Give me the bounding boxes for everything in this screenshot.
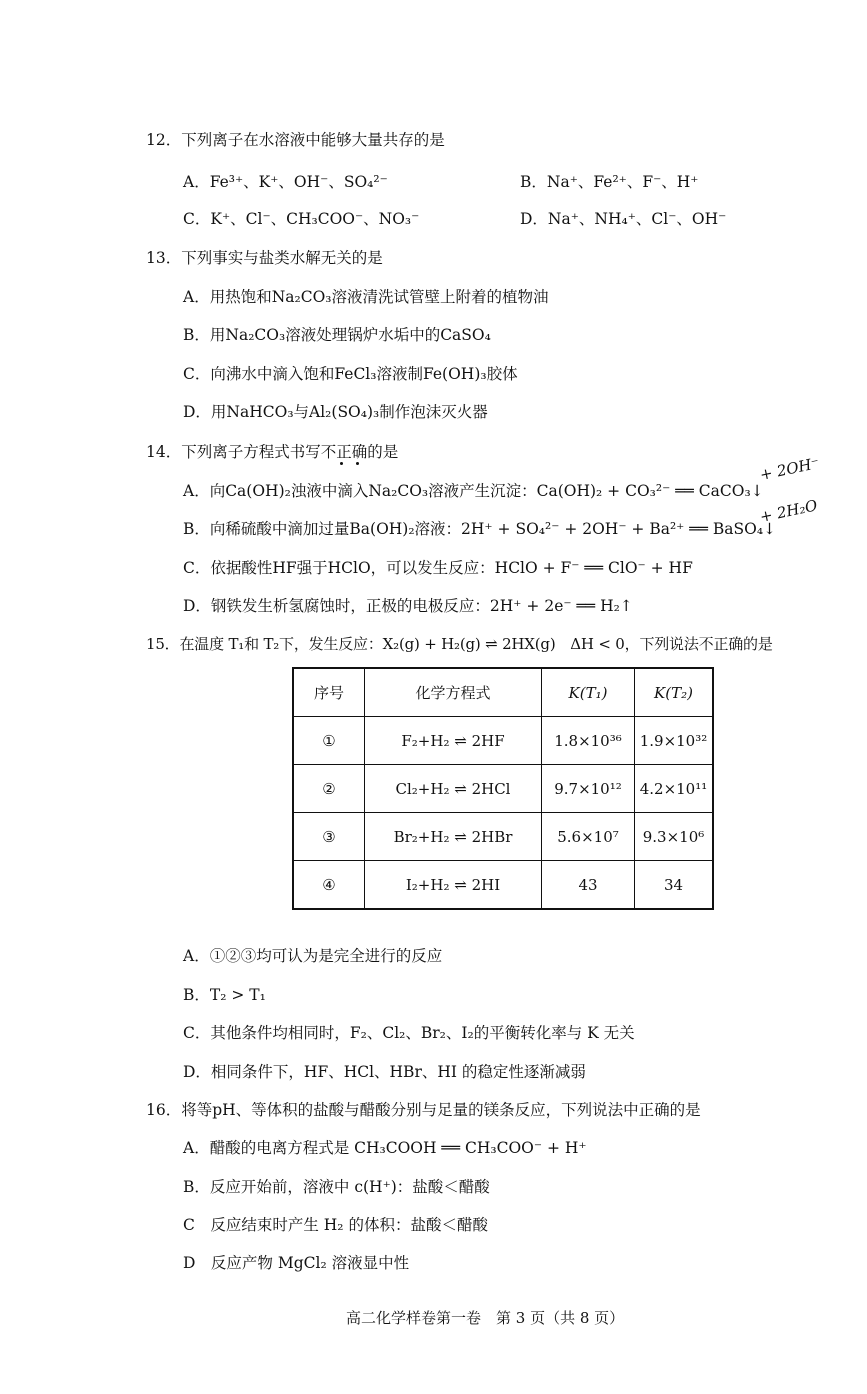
- table-cell: 1.8×10³⁶: [542, 717, 635, 765]
- equilibrium-constant-table: [292, 667, 714, 910]
- handwritten-note-b: + 2H₂O: [758, 496, 820, 526]
- question-12-option-a: A．Fe³⁺、K⁺、OH⁻、SO₄²⁻: [183, 173, 388, 191]
- question-15-stem: 15．在温度 T₁和 T₂下，发生反应：X₂(g) + H₂(g) ⇌ 2HX(g) ΔH < 0，下列说法不正确的是: [146, 635, 773, 653]
- question-15-option-c: C．其他条件均相同时，F₂、Cl₂、Br₂、I₂的平衡转化率与 K 无关: [183, 1024, 635, 1042]
- question-13-option-c: C．向沸水中滴入饱和FeCl₃溶液制Fe(OH)₃胶体: [183, 365, 518, 383]
- table-cell: Br₂+H₂ ⇌ 2HBr: [365, 813, 542, 861]
- question-16-option-b: B．反应开始前，溶液中 c(H⁺)：盐酸＜醋酸: [183, 1178, 490, 1196]
- table-header: 化学方程式: [365, 668, 542, 717]
- table-header-row: [293, 668, 713, 717]
- table-row: [293, 813, 713, 861]
- table-cell: 43: [542, 861, 635, 910]
- question-16-stem: 16．将等pH、等体积的盐酸与醋酸分别与足量的镁条反应，下列说法中正确的是: [146, 1101, 701, 1119]
- table-row: [293, 717, 713, 765]
- table-header: 序号: [293, 668, 365, 717]
- question-15-option-b: B．T₂ > T₁: [183, 986, 266, 1004]
- question-16-option-d: D 反应产物 MgCl₂ 溶液显中性: [183, 1254, 410, 1272]
- table-cell: F₂+H₂ ⇌ 2HF: [365, 717, 542, 765]
- question-12-option-b: B．Na⁺、Fe²⁺、F⁻、H⁺: [520, 173, 699, 191]
- table-cell: 34: [635, 861, 714, 910]
- table-cell: ①: [293, 717, 365, 765]
- table-cell: I₂+H₂ ⇌ 2HI: [365, 861, 542, 910]
- table-cell: 1.9×10³²: [635, 717, 714, 765]
- handwritten-note-a: + 2OH⁻: [758, 453, 821, 484]
- question-14-option-a: A．向Ca(OH)₂浊液中滴入Na₂CO₃溶液产生沉淀：Ca(OH)₂ + CO₃²⁻ ══ CaCO₃↓: [183, 482, 764, 500]
- table-cell: 5.6×10⁷: [542, 813, 635, 861]
- table-cell: ③: [293, 813, 365, 861]
- table-cell: Cl₂+H₂ ⇌ 2HCl: [365, 765, 542, 813]
- table-cell: 9.3×10⁶: [635, 813, 714, 861]
- question-14-option-d: D．钢铁发生析氢腐蚀时，正极的电极反应：2H⁺ + 2e⁻ ══ H₂↑: [183, 597, 633, 615]
- table-row: [293, 861, 713, 910]
- question-16-option-a: A．醋酸的电离方程式是 CH₃COOH ══ CH₃COO⁻ + H⁺: [183, 1139, 587, 1157]
- question-14-option-c: C．依据酸性HF强于HClO，可以发生反应：HClO + F⁻ ══ ClO⁻ + HF: [183, 559, 693, 577]
- table-row: [293, 765, 713, 813]
- question-12-stem: 12．下列离子在水溶液中能够大量共存的是: [146, 131, 445, 149]
- question-12-option-c: C．K⁺、Cl⁻、CH₃COO⁻、NO₃⁻: [183, 210, 420, 228]
- emphasis-dot: [340, 462, 343, 465]
- table-cell: 4.2×10¹¹: [635, 765, 714, 813]
- question-13-stem: 13．下列事实与盐类水解无关的是: [146, 249, 383, 267]
- page-footer: 高二化学样卷第一卷 第 3 页（共 8 页）: [346, 1309, 625, 1327]
- table-cell: 9.7×10¹²: [542, 765, 635, 813]
- question-16-option-c: C 反应结束时产生 H₂ 的体积：盐酸＜醋酸: [183, 1216, 488, 1234]
- question-15-option-d: D．相同条件下，HF、HCl、HBr、HI 的稳定性逐渐减弱: [183, 1063, 586, 1081]
- question-13-option-d: D．用NaHCO₃与Al₂(SO₄)₃制作泡沫灭火器: [183, 403, 488, 421]
- question-14-stem: 14．下列离子方程式书写不正确的是: [146, 443, 399, 461]
- question-15-option-a: A．①②③均可认为是完全进行的反应: [183, 947, 443, 965]
- emphasis-dot: [356, 462, 359, 465]
- question-14-option-b: B．向稀硫酸中滴加过量Ba(OH)₂溶液：2H⁺ + SO₄²⁻ + 2OH⁻ + Ba²⁺ ══ BaSO₄↓: [183, 520, 777, 538]
- table-header: K(T₂): [635, 668, 714, 717]
- question-13-option-b: B．用Na₂CO₃溶液处理锅炉水垢中的CaSO₄: [183, 326, 491, 344]
- question-13-option-a: A．用热饱和Na₂CO₃溶液清洗试管壁上附着的植物油: [183, 288, 549, 306]
- table-cell: ②: [293, 765, 365, 813]
- question-12-option-d: D．Na⁺、NH₄⁺、Cl⁻、OH⁻: [520, 210, 727, 228]
- table-cell: ④: [293, 861, 365, 910]
- table-header: K(T₁): [542, 668, 635, 717]
